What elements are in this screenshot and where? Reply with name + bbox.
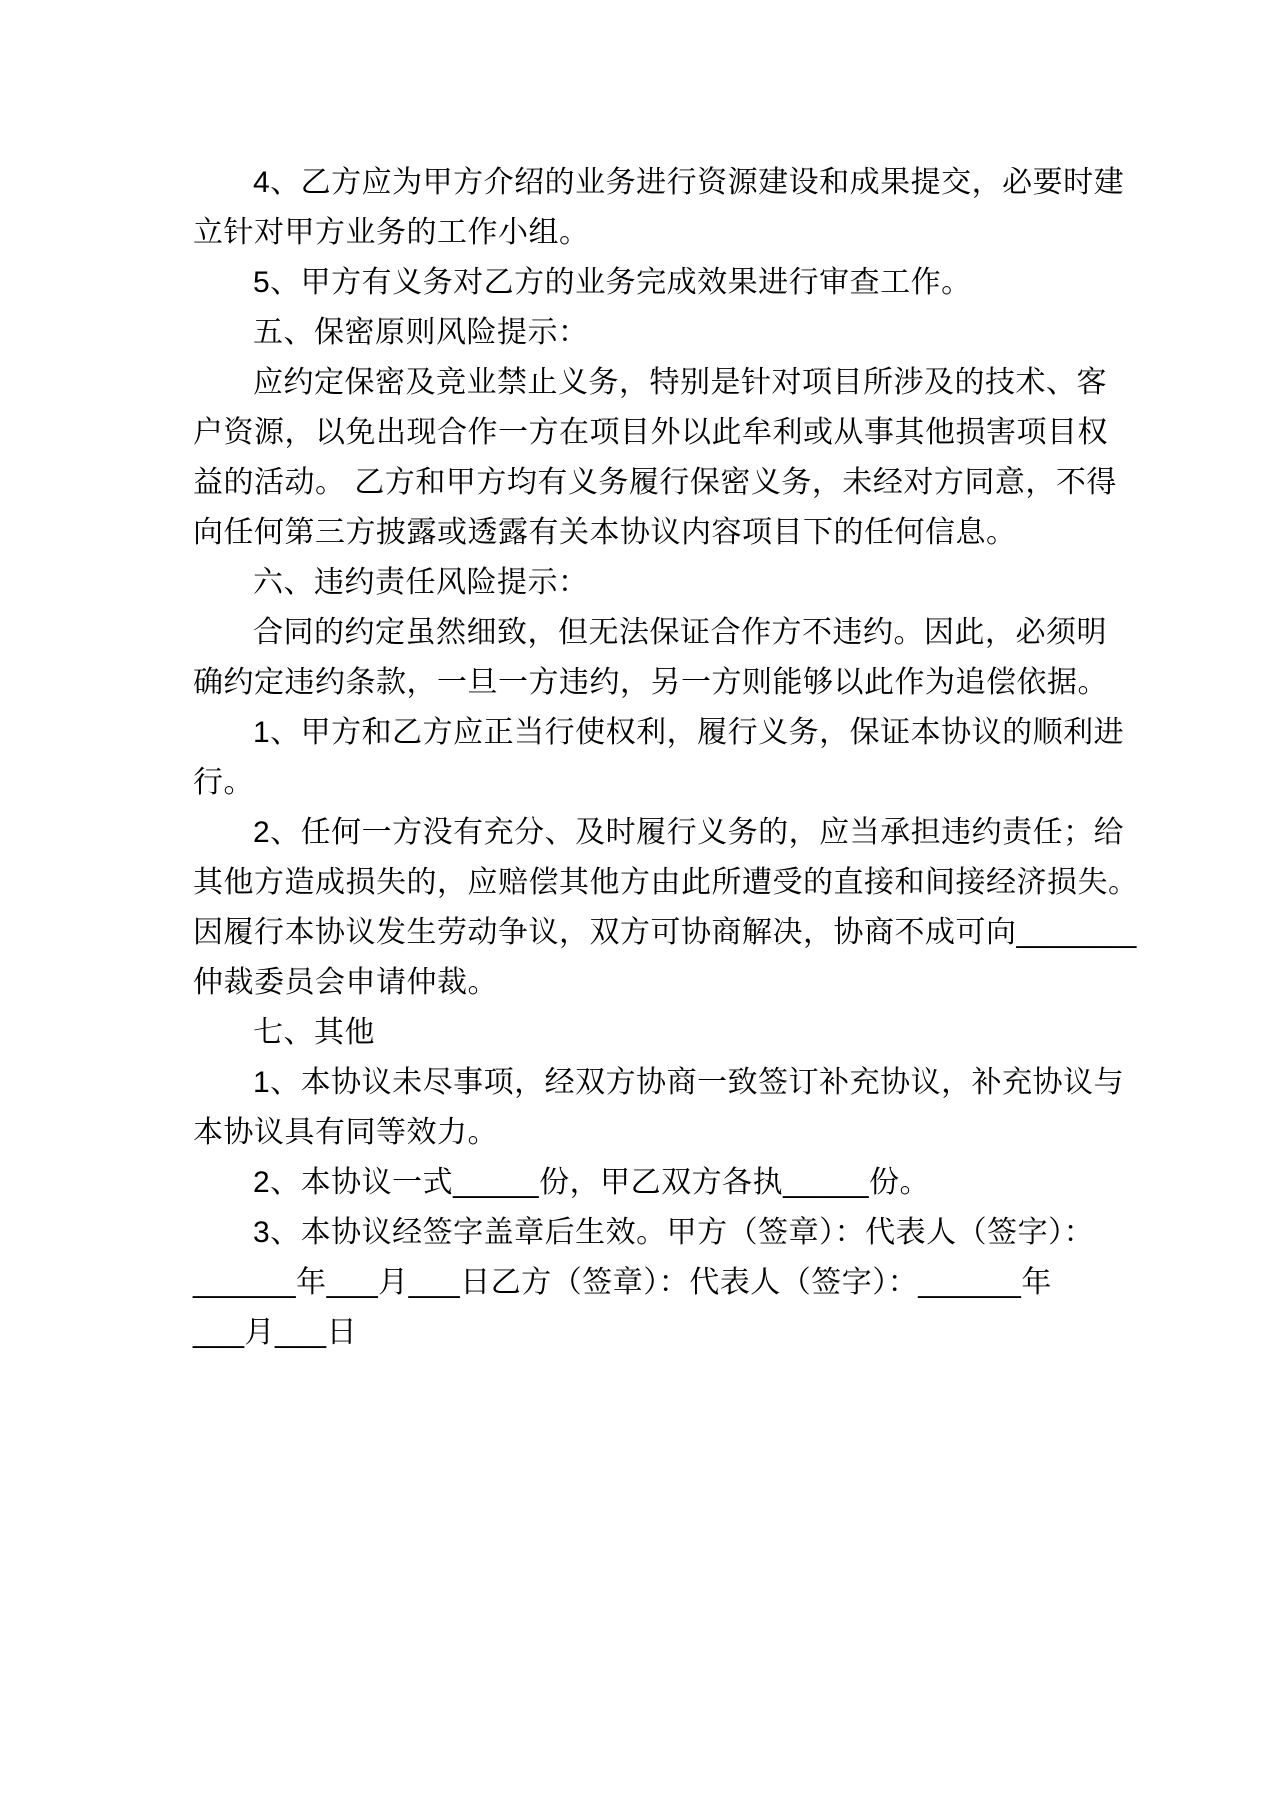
paragraph-line: 其他方造成损失的，应赔偿其他方由此所遭受的直接和间接经济损失。 — [193, 866, 1139, 899]
paragraph-line: 行。 — [193, 766, 254, 799]
paragraph-line: 户资源，以免出现合作一方在项目外以此牟利或从事其他损害项目权 — [193, 416, 1108, 449]
paragraph-line: 4、乙方应为甲方介绍的业务进行资源建设和成果提交，必要时建 — [253, 166, 1125, 199]
paragraph-line: 向任何第三方披露或透露有关本协议内容项目下的任何信息。 — [193, 516, 1017, 549]
document-page — [193, 158, 1139, 1358]
paragraph-line: 确约定违约条款，一旦一方违约，另一方则能够以此作为追偿依据。 — [193, 666, 1108, 699]
signature-line: 3、本协议经签字盖章后生效。甲方（签章）：代表人（签字）： — [253, 1216, 1095, 1249]
paragraph-line: 应约定保密及竞业禁止义务，特别是针对项目所涉及的技术、客 — [253, 366, 1107, 399]
paragraph-line: 益的活动。 乙方和甲方均有义务履行保密义务，未经对方同意，不得 — [193, 466, 1117, 499]
paragraph-line: 仲裁委员会申请仲裁。 — [193, 966, 498, 999]
paragraph-line: 本协议具有同等效力。 — [193, 1116, 498, 1149]
paragraph-line-with-blank: 因履行本协议发生劳动争议，双方可协商解决，协商不成可向_______ — [193, 916, 1137, 949]
paragraph-line: 2、任何一方没有充分、及时履行义务的，应当承担违约责任；给 — [253, 816, 1125, 849]
paragraph-line: 1、甲方和乙方应正当行使权利，履行义务，保证本协议的顺利进 — [253, 716, 1125, 749]
paragraph-line: 立针对甲方业务的工作小组。 — [193, 216, 590, 249]
section-heading: 七、其他 — [253, 1016, 375, 1049]
signature-line-with-blank: ______年___月___日乙方（签章）：代表人（签字）：______年 — [193, 1266, 1052, 1299]
paragraph-line: 1、本协议未尽事项，经双方协商一致签订补充协议，补充协议与 — [253, 1066, 1125, 1099]
paragraph-line-with-blank: 2、本协议一式_____份，甲乙双方各执_____份。 — [253, 1166, 931, 1199]
signature-line-with-blank: ___月___日 — [193, 1316, 358, 1349]
paragraph-line: 合同的约定虽然细致，但无法保证合作方不违约。因此，必须明 — [253, 616, 1107, 649]
section-heading: 六、违约责任风险提示： — [253, 566, 589, 599]
section-heading: 五、保密原则风险提示： — [253, 316, 589, 349]
paragraph-line: 5、甲方有义务对乙方的业务完成效果进行审查工作。 — [253, 266, 972, 299]
